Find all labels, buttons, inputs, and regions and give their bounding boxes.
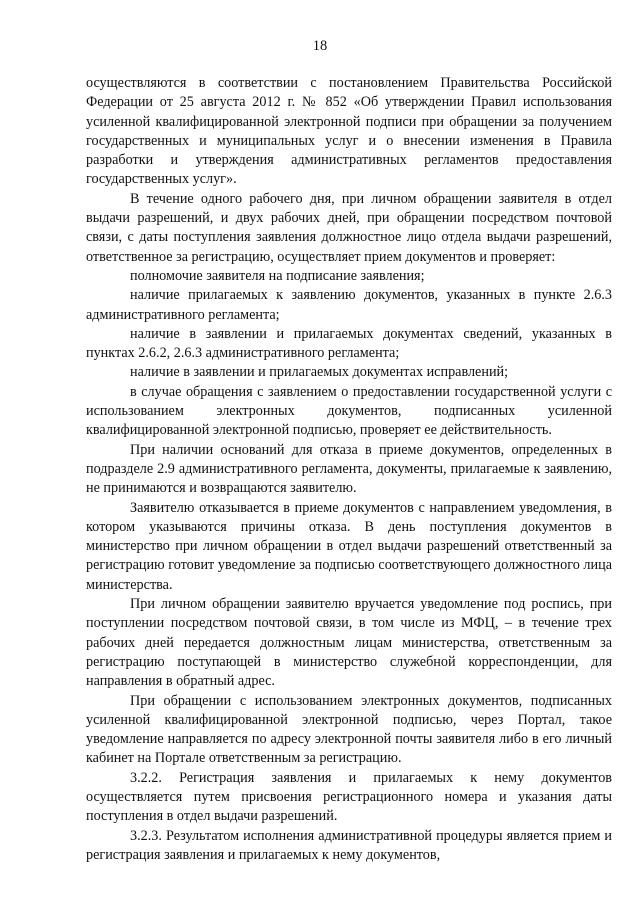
document-body bbox=[86, 74, 612, 865]
list-item: наличие в заявлении и прилагаемых документах сведений, указанных в пунктах 2.6.2, 2.6.3 административного регламента; bbox=[86, 325, 612, 362]
paragraph: При обращении с использованием электронных документов, подписанных усиленной квалифицированной электронной подписью, через Портал, такое уведомление направляется по адресу электронной почты заявителя либо в его личный кабинет на Портале ответственным за регистрацию. bbox=[86, 692, 612, 767]
paragraph: При личном обращении заявителю вручается уведомление под роспись, при поступлении посредством почтовой связи, в том числе из МФЦ, – в течение трех рабочих дней передается должностным лицам министерства, ответственным за регистрацию поступающей в министерство служебной корреспонденции, для направления в обратный адрес. bbox=[86, 596, 612, 690]
paragraph: осуществляются в соответствии с постановлением Правительства Российской Федерации от 25 августа 2012 г. № 852 «Об утверждении Правил использования усиленной квалифицированной электронной подписи при обращении за получением государственных и муниципальных услуг и о внесении изменения в Правила разработки и утверждения административных регламентов предоставления государственных услуг». bbox=[86, 75, 612, 188]
list-item: наличие прилагаемых к заявлению документов, указанных в пункте 2.6.3 административного регламента; bbox=[86, 287, 612, 323]
paragraph: При наличии оснований для отказа в приеме документов, определенных в подразделе 2.9 административного регламента, документы, прилагаемые к заявлению, не принимаются и возвращаются заявителю. bbox=[86, 441, 612, 497]
paragraph: 3.2.2. Регистрация заявления и прилагаемых к нему документов осуществляется путем присвоения регистрационного номера и указания даты поступления в отдел выдачи разрешений. bbox=[86, 769, 612, 825]
page-number: 18 bbox=[312, 38, 328, 54]
paragraph: В течение одного рабочего дня, при личном обращении заявителя в отдел выдачи разрешений, и двух рабочих дней, при обращении посредством почтовой связи, с даты поступления заявления должностное лицо отдела выдачи разрешений, ответственное за регистрацию, осуществляет прием документов и проверяет: bbox=[86, 190, 612, 265]
list-item: в случае обращения с заявлением о предоставлении государственной услуги с использованием электронных документов, подписанных усиленной квалифицированной электронной подписью, проверяет ее действительность. bbox=[86, 383, 612, 439]
list-item: наличие в заявлении и прилагаемых документах исправлений; bbox=[130, 364, 509, 381]
list-item: полномочие заявителя на подписание заявления; bbox=[130, 267, 425, 284]
paragraph: 3.2.3. Результатом исполнения административной процедуры является прием и регистрация заявления и прилагаемых к нему документов, bbox=[86, 827, 612, 863]
paragraph: Заявителю отказывается в приеме документов с направлением уведомления, в котором указываются причины отказа. В день поступления документов в министерство при личном обращении в отдел выдачи разрешений ответственный за регистрацию готовит уведомление за подписью соответствующего должностного лица министерства. bbox=[86, 499, 612, 593]
